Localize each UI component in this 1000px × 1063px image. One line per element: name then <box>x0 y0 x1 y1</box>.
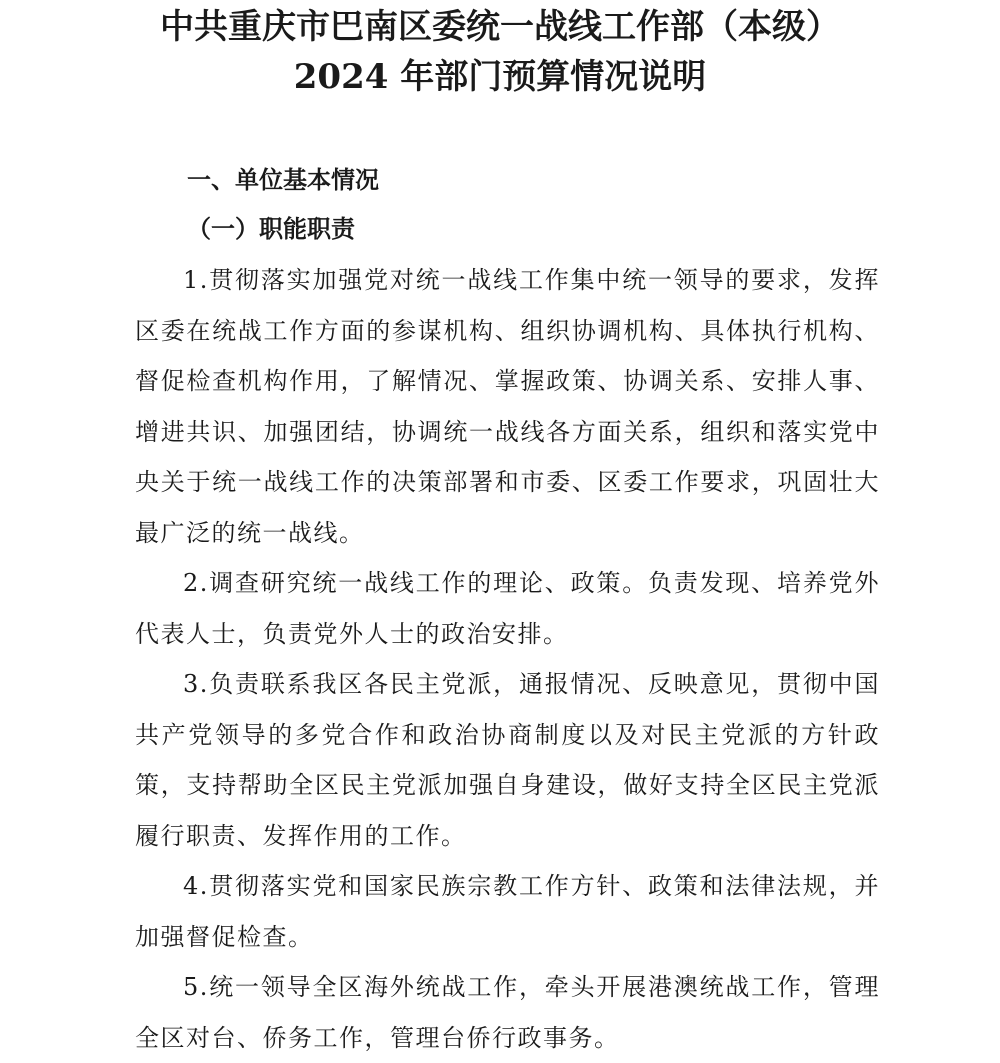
paragraph-3: 3.负责联系我区各民主党派，通报情况、反映意见，贯彻中国共产党领导的多党合作和政治协商制度以及对民主党派的方针政策，支持帮助全区民主党派加强自身建设，做好支持全区民主党派履行职责、发挥作用的工作。 <box>135 670 880 850</box>
paragraph-5: 5.统一领导全区海外统战工作，牵头开展港澳统战工作，管理全区对台、侨务工作，管理台侨行政事务。 <box>135 973 880 1052</box>
sub-heading: （一）职能职责 <box>187 214 355 243</box>
paragraph-4: 4.贯彻落实党和国家民族宗教工作方针、政策和法律法规，并加强督促检查。 <box>135 872 880 951</box>
section-heading: 一、单位基本情况 <box>187 165 379 194</box>
paragraph-2: 2.调查研究统一战线工作的理论、政策。负责发现、培养党外代表人士，负责党外人士的政治安排。 <box>135 569 880 648</box>
document-title-line-1: 中共重庆市巴南区委统一战线工作部（本级） <box>160 7 840 47</box>
document-title-line-2: 2024 年部门预算情况说明 <box>293 57 707 97</box>
paragraph-1: 1.贯彻落实加强党对统一战线工作集中统一领导的要求，发挥区委在统战工作方面的参谋机构、组织协调机构、具体执行机构、督促检查机构作用，了解情况、掌握政策、协调关系、安排人事、增进共识、加强团结，协调统一战线各方面关系，组织和落实党中央关于统一战线工作的决策部署和市委、区委工作要求，巩固壮大最广泛的统一战线。 <box>135 266 880 547</box>
body-text <box>135 255 880 1063</box>
